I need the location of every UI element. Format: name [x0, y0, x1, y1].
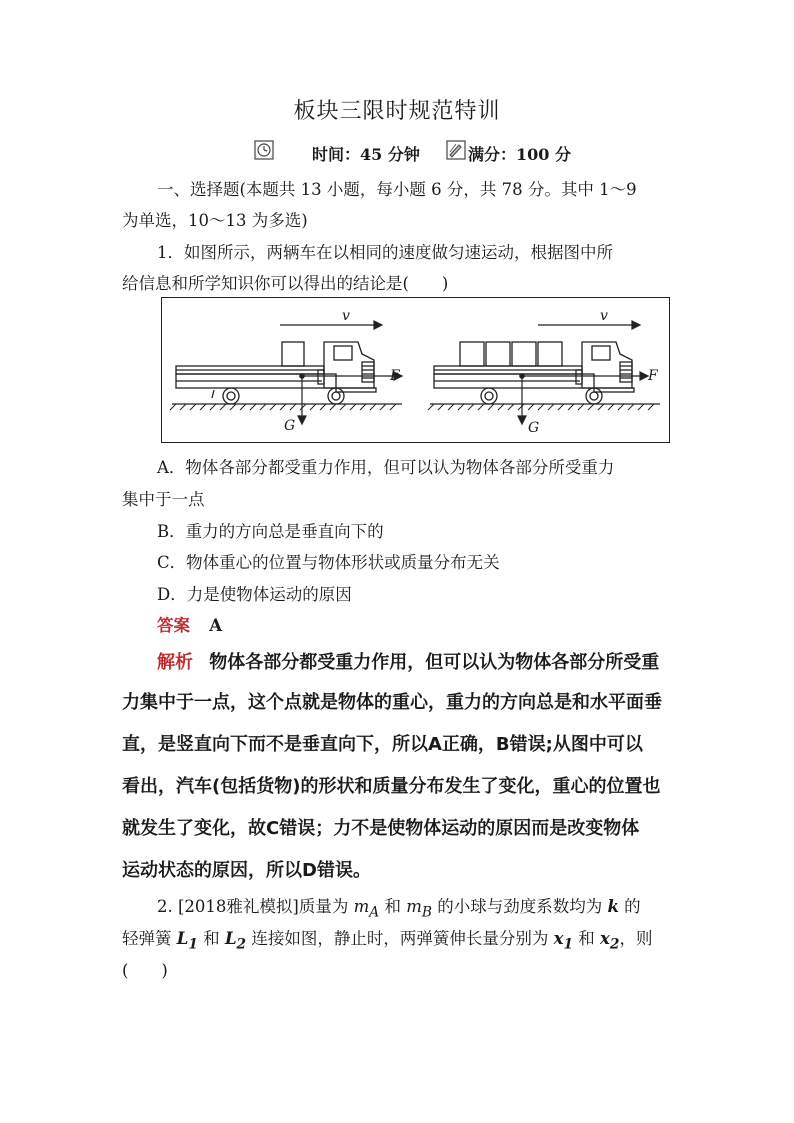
question-1-stem-line-1: 1．如图所示，两辆车在以相同的速度做匀速运动，根据图中所 [157, 243, 613, 262]
time-label: 时间：45 分钟 [312, 145, 420, 164]
question-2-line-2: 轻弹簧 $L_1$ 和 $L_2$ 连接如图，静止时，两弹簧伸长量分别为 $x_1$ 和 $x_2$，则 [122, 929, 653, 953]
spring-l2: $L_2$ [224, 929, 247, 953]
section-heading-line-2: 为单选，10～13 为多选) [122, 211, 308, 230]
question-2-line-3: ( ) [122, 961, 168, 980]
exam-meta [250, 140, 610, 166]
gravity-label-left: G [284, 418, 296, 434]
explanation-line-5: 就发生了变化，故C错误；力不是使物体运动的原因而是改变物体 [122, 818, 640, 839]
option-a-line-1: A．物体各部分都受重力作用，但可以认为物体各部分所受重力 [157, 458, 615, 477]
mass-a: $m_A$ [353, 897, 380, 921]
explanation-line-4: 看出，汽车(包括货物)的形状和质量分布发生了变化，重心的位置也 [122, 776, 661, 797]
option-d: D．力是使物体运动的原因 [157, 585, 352, 604]
spring-l1: $L_1$ [176, 929, 198, 953]
extension-x1: $x_1$ [553, 929, 574, 953]
extension-x2: $x_2$ [600, 929, 620, 953]
section-heading-line-1: 一、选择题(本题共 13 小题，每小题 6 分，共 78 分。其中 1～9 [157, 180, 637, 199]
truck-right-vectors [518, 321, 648, 424]
velocity-label-left: v [342, 308, 350, 324]
velocity-label-right: v [600, 308, 608, 324]
force-label-left: F [390, 368, 400, 384]
pen-icon [446, 140, 466, 160]
answer-value: A [209, 616, 223, 635]
explanation-line-6: 运动状态的原因，所以D错误。 [122, 860, 371, 881]
option-c: C．物体重心的位置与物体形状或质量分布无关 [157, 553, 500, 572]
question-1-stem-line-2: 给信息和所学知识你可以得出的结论是( ) [122, 274, 449, 293]
spring-constant: k [607, 897, 619, 916]
answer-label: 答案 [157, 616, 190, 635]
option-b: B．重力的方向总是垂直向下的 [157, 522, 384, 541]
gravity-label-right: G [528, 420, 540, 436]
page-title: 板块三限时规范特训 [293, 99, 501, 124]
answer-row [157, 612, 717, 636]
explanation-label: 解析 [157, 652, 193, 673]
explanation-line-2: 力集中于一点，这个点就是物体的重心，重力的方向总是和水平面垂 [122, 692, 662, 713]
explanation-line-3: 直，是竖直向下而不是垂直向下，所以A正确，B错误;从图中可以 [122, 734, 643, 755]
option-a-line-2: 集中于一点 [122, 490, 205, 509]
force-label-right: F [648, 368, 658, 384]
question-2-prefix: 2. [2018雅礼模拟]质量为 [157, 897, 354, 916]
explanation-text-1: 物体各部分都受重力作用，但可以认为物体各部分所受重 [209, 652, 660, 673]
mass-b: $m_B$ [406, 897, 432, 921]
trucks-diagram [162, 298, 671, 444]
clock-icon [254, 140, 274, 160]
trucks-figure [161, 297, 670, 443]
question-2-line-1: 2. [2018雅礼模拟]质量为 $m_A$ 和 $m_B$ 的小球与劲度系数均为 k 的 [157, 897, 641, 921]
explanation-line-1 [157, 648, 717, 674]
score-label: 满分：100 分 [468, 145, 571, 164]
